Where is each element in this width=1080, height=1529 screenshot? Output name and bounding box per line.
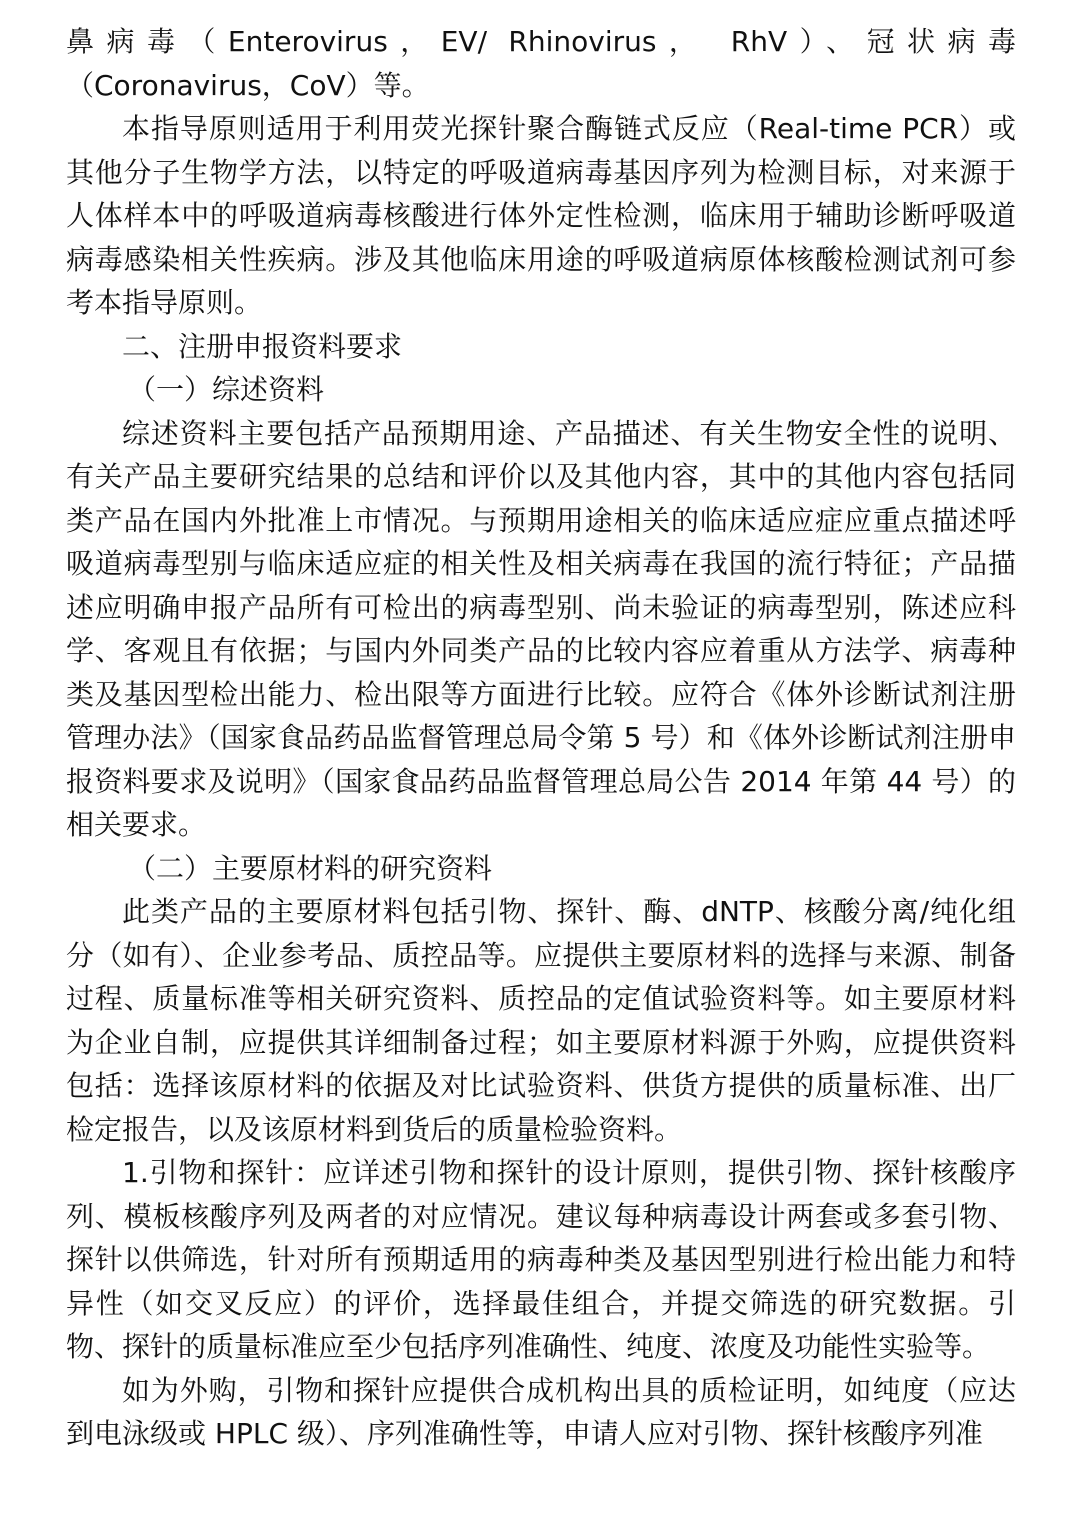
paragraph-materials: 此类产品的主要原材料包括引物、探针、酶、dNTP、核酸分离/纯化组分（如有）、企业参考品、质控品等。应提供主要原材料的选择与来源、制备过程、质量标准等相关研究资料、质控品的定值试验资料等。如主要原材料为企业自制，应提供其详细制备过程；如主要原材料源于外购，应提供资料包括：选择该原材料的依据及对比试验资料、供货方提供的质量标准、出厂检定报告，以及该原材料到货后的质量检验资料。 [66, 895, 1016, 1146]
paragraph-outsourced-primers: 如为外购，引物和探针应提供合成机构出具的质检证明，如纯度（应达到电泳级或 HPLC 级）、序列准确性等，申请人应对引物、探针核酸序列准 [66, 1373, 1016, 1450]
paragraph-scope: 本指导原则适用于利用荧光探针聚合酶链式反应（Real-time PCR）或其他分子生物学方法，以特定的呼吸道病毒基因序列为检测目标，对来源于人体样本中的呼吸道病毒核酸进行体外定性检测，临床用于辅助诊断呼吸道病毒感染相关性疾病。涉及其他临床用途的呼吸道病原体核酸检测试剂可参考本指导原则。 [66, 112, 1016, 319]
paragraph-overview: 综述资料主要包括产品预期用途、产品描述、有关生物安全性的说明、有关产品主要研究结果的总结和评价以及其他内容，其中的其他内容包括同类产品在国内外批准上市情况。与预期用途相关的临床适应症应重点描述呼吸道病毒型别与临床适应症的相关性及相关病毒在我国的流行特征；产品描述应明确申报产品所有可检出的病毒型别、尚未验证的病毒型别，陈述应科学、客观且有依据；与国内外同类产品的比较内容应着重从方法学、病毒种类及基因型检出能力、检出限等方面进行比较。应符合《体外诊断试剂注册管理办法》（国家食品药品监督管理总局令第 5 号）和《体外诊断试剂注册申报资料要求及说明》（国家食品药品监督管理总局公告 2014 年第 44 号）的相关要求。 [66, 416, 1016, 841]
paragraph-virus-list: 鼻病毒（Enterovirus，EV/ Rhinovirus， RhV）、冠状病毒（Coronavirus，CoV）等。 [66, 25, 1016, 102]
document-page [66, 20, 1016, 1456]
subsection-heading-materials: （二）主要原材料的研究资料 [128, 851, 493, 885]
paragraph-primers-probes: 1.引物和探针：应详述引物和探针的设计原则，提供引物、探针核酸序列、模板核酸序列及两者的对应情况。建议每种病毒设计两套或多套引物、探针以供筛选，针对所有预期适用的病毒种类及基因型别进行检出能力和特异性（如交叉反应）的评价，选择最佳组合，并提交筛选的研究数据。引物、探针的质量标准应至少包括序列准确性、纯度、浓度及功能性实验等。 [66, 1156, 1016, 1363]
subsection-heading-overview: （一）综述资料 [128, 373, 325, 406]
section-heading-registration: 二、注册申报资料要求 [122, 329, 403, 363]
